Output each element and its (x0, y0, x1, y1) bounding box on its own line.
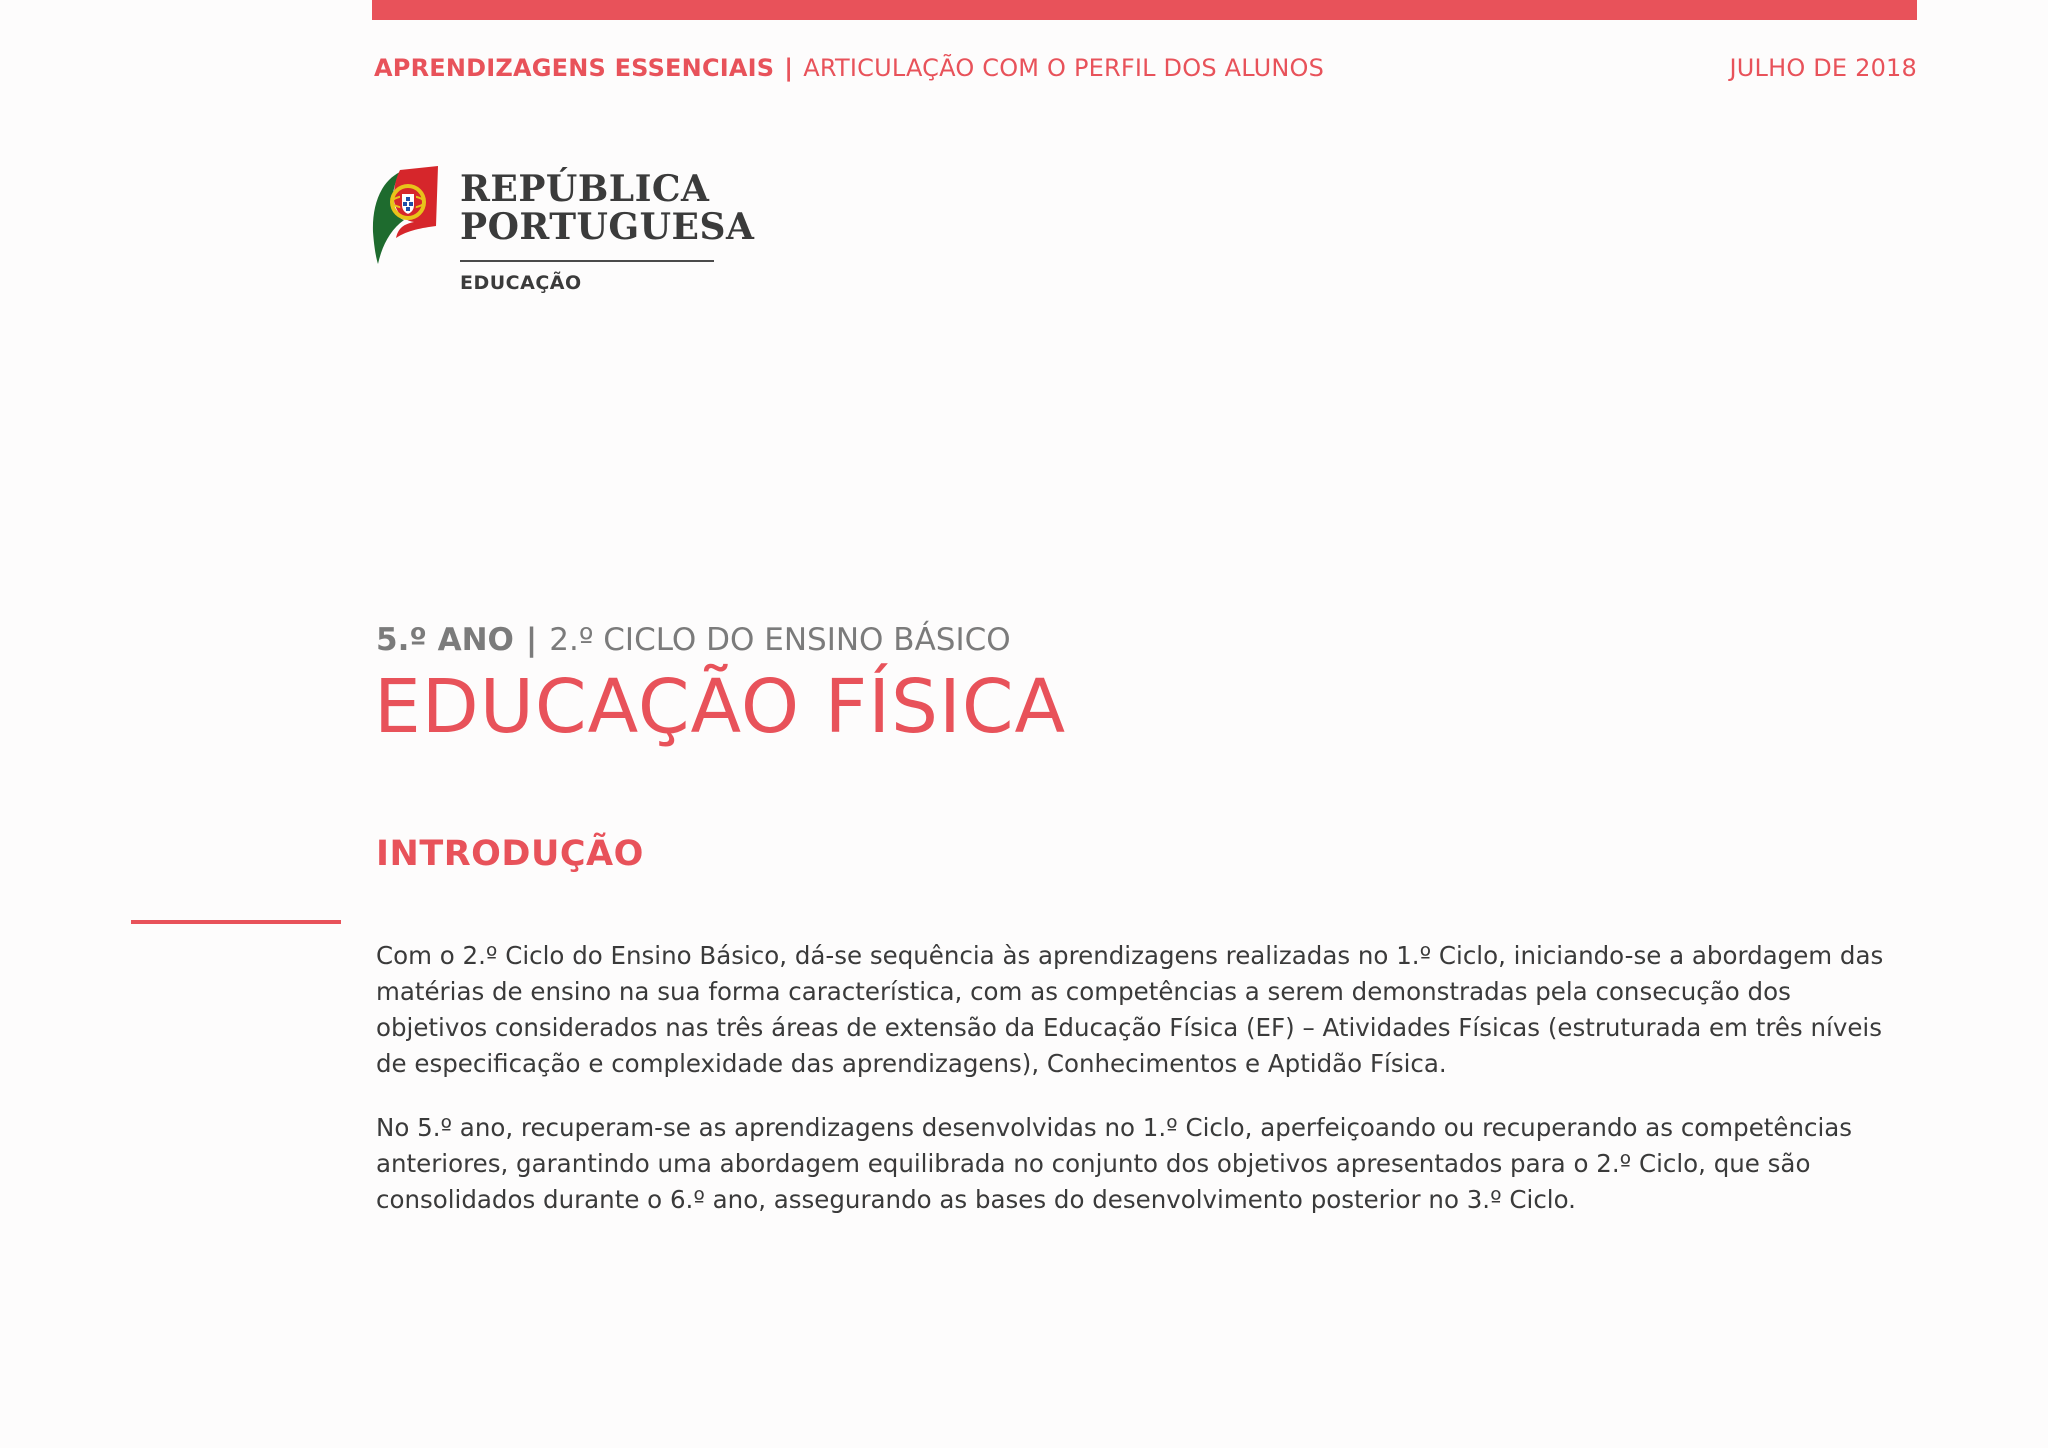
paragraph: Com o 2.º Ciclo do Ensino Básico, dá-se sequência às aprendizagens realizadas no 1.º Ciclo, iniciando-se a abordagem das matérias de ensino na sua forma característica, com as competências a serem demonstradas pela consecução dos objetivos considerados nas três áreas de extensão da Educação Física (EF) – Atividades Físicas (estruturada em três níveis de especificação e complexidade das aprendizagens), Conhecimentos e Aptidão Física. (376, 941, 1884, 1078)
document-title: EDUCAÇÃO FÍSICA (374, 664, 1067, 750)
section-heading: INTRODUÇÃO (376, 834, 644, 874)
school-cycle: 2.º CICLO DO ENSINO BÁSICO (549, 622, 1011, 658)
header-date: JULHO DE 2018 (1729, 54, 1917, 82)
header-separator: | (784, 54, 794, 82)
header-series: APRENDIZAGENS ESSENCIAIS (374, 54, 775, 82)
document-subtitle (376, 622, 1011, 658)
paragraph: No 5.º ano, recuperam-se as aprendizagens desenvolvidas no 1.º Ciclo, aperfeiçoando ou recuperando as competências anteriores, garantindo uma abordagem equilibrada no conjunto dos objetivos apresentados para o 2.º Ciclo, que são consolidados durante o 6.º ano, assegurando as bases do desenvolvimento posterior no 3.º Ciclo. (376, 1113, 1853, 1214)
top-accent-bar (372, 0, 1917, 20)
page-header (374, 48, 1917, 88)
logo-line-2: PORTUGUESA (460, 206, 755, 248)
header-left (374, 54, 1324, 82)
logo-wordmark (460, 170, 754, 246)
introduction-body (376, 938, 1886, 1246)
republica-portuguesa-logo (370, 166, 755, 306)
header-subtitle: ARTICULAÇÃO COM O PERFIL DOS ALUNOS (803, 54, 1325, 82)
logo-divider (460, 260, 714, 262)
portuguese-emblem-icon (370, 166, 440, 264)
logo-line-1: REPÚBLICA (460, 168, 710, 210)
section-accent-line (131, 920, 341, 924)
subtitle-separator: | (525, 622, 538, 658)
school-year: 5.º ANO (376, 622, 514, 658)
logo-ministry: EDUCAÇÃO (460, 272, 582, 294)
